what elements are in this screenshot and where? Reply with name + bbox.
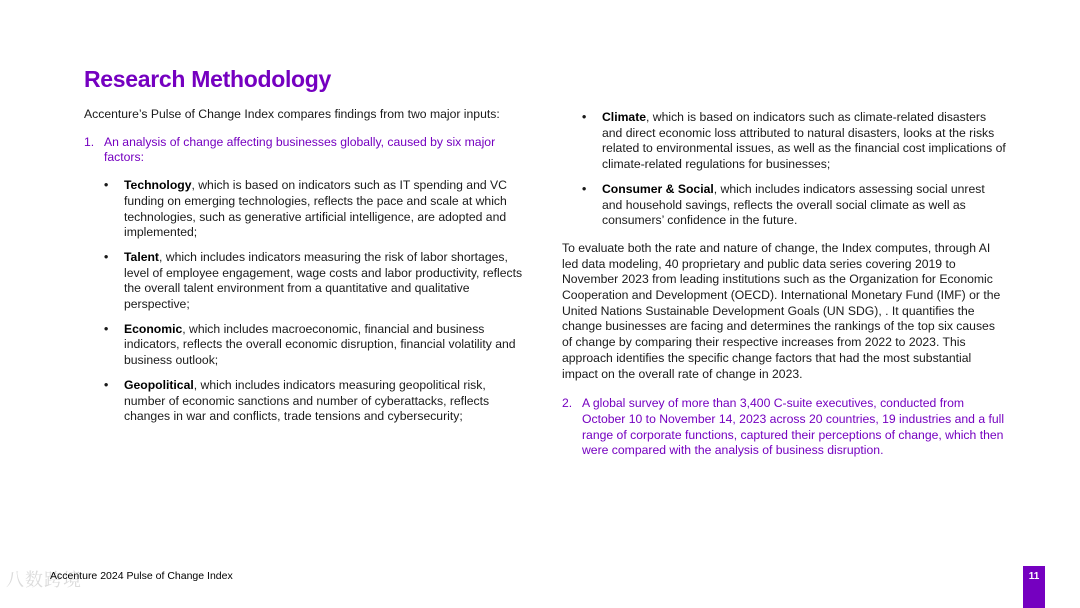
factor-item-geopolitical: [104, 378, 524, 425]
numbered-item-1: [84, 135, 524, 166]
bullet-icon: •: [582, 110, 587, 124]
right-column: [562, 110, 1007, 471]
factor-item-technology: [104, 178, 524, 241]
factor-name: Economic: [124, 321, 183, 336]
factor-item-economic: [104, 322, 524, 369]
factor-description: , which includes macroeconomic, financial and business indicators, reflects the overall economic disruption, financial volatility and business outlook;: [124, 321, 516, 368]
page-title: Research Methodology: [84, 66, 332, 92]
factor-description: , which is based on indicators such as climate-related disasters and direct economic loss attributed to natural disasters, looks at the risks related to environmental issues, as well as the financial cost implications of climate-related regulations for businesses;: [602, 110, 1006, 172]
factor-item-consumer-social: [582, 182, 1007, 229]
watermark-text: 八数跨境: [6, 570, 82, 590]
factor-name: Technology: [124, 178, 192, 193]
bullet-icon: •: [582, 181, 587, 196]
factor-name: Consumer & Social: [602, 181, 714, 196]
item-number: 2.: [562, 396, 573, 411]
footer-report-name: Accenture 2024 Pulse of Change Index: [50, 570, 233, 582]
factor-description: , which includes indicators measuring geopolitical risk, number of economic sanctions and number of cyberattacks, reflects changes in war and conflicts, trade tensions and cybersecurity;: [124, 377, 490, 424]
factor-name: Geopolitical: [124, 377, 194, 392]
bullet-icon: •: [104, 178, 109, 193]
factor-item-talent: [104, 250, 524, 313]
factor-list-left: [84, 178, 524, 425]
factor-description: , which includes indicators assessing social unrest and household savings, reflects the overall social climate as well as consumers’ confidence in the future.: [602, 181, 985, 228]
bullet-icon: •: [104, 377, 109, 392]
item-text: A global survey of more than 3,400 C-suite executives, conducted from October 10 to November 14, 2023 across 20 countries, 19 industries and a full range of corporate functions, captured their perceptions of change, which then were compared with the analysis of business disruption.: [582, 396, 1005, 458]
item-number: 1.: [84, 134, 95, 149]
factor-name: Talent: [124, 249, 159, 264]
intro-text: Accenture’s Pulse of Change Index compares findings from two major inputs:: [84, 107, 500, 121]
evaluation-paragraph: To evaluate both the rate and nature of change, the Index computes, through AI led data modeling, 40 proprietary and public data series covering 2019 to November 2023 from leading institutions such as the Organization for Economic Cooperation and Development (OECD). International Monetary Fund (IMF) or the United Nations Sustainable Development Goals (UN SDG), . It quantifies the change businesses are facing and determines the rankings of the top six causes of change by comparing their respective increases from 2022 to 2023. This approach identifies the specific change factors that had the most substantial impact on the overall rate of change in 2023.: [562, 240, 1001, 381]
factor-name: Climate: [602, 110, 647, 124]
factor-description: , which includes indicators measuring the risk of labor shortages, level of employee engagement, wage costs and labor productivity, reflects the overall talent environment from a quantitative and qualitative perspective;: [124, 249, 523, 312]
factor-description: , which is based on indicators such as IT spending and VC funding on emerging technologies, reflects the pace and scale at which technologies, such as generative artificial intelligence, are adopted and implemented;: [124, 178, 507, 240]
bullet-icon: •: [104, 321, 109, 336]
bullet-icon: •: [104, 249, 109, 264]
numbered-item-2: [562, 396, 1007, 459]
left-column: [84, 107, 524, 434]
factor-list-right: [562, 110, 1007, 229]
item-text: An analysis of change affecting businesses globally, caused by six major factors:: [104, 134, 496, 165]
page-number-badge: 11: [1023, 566, 1045, 608]
factor-item-climate: [582, 110, 1007, 173]
